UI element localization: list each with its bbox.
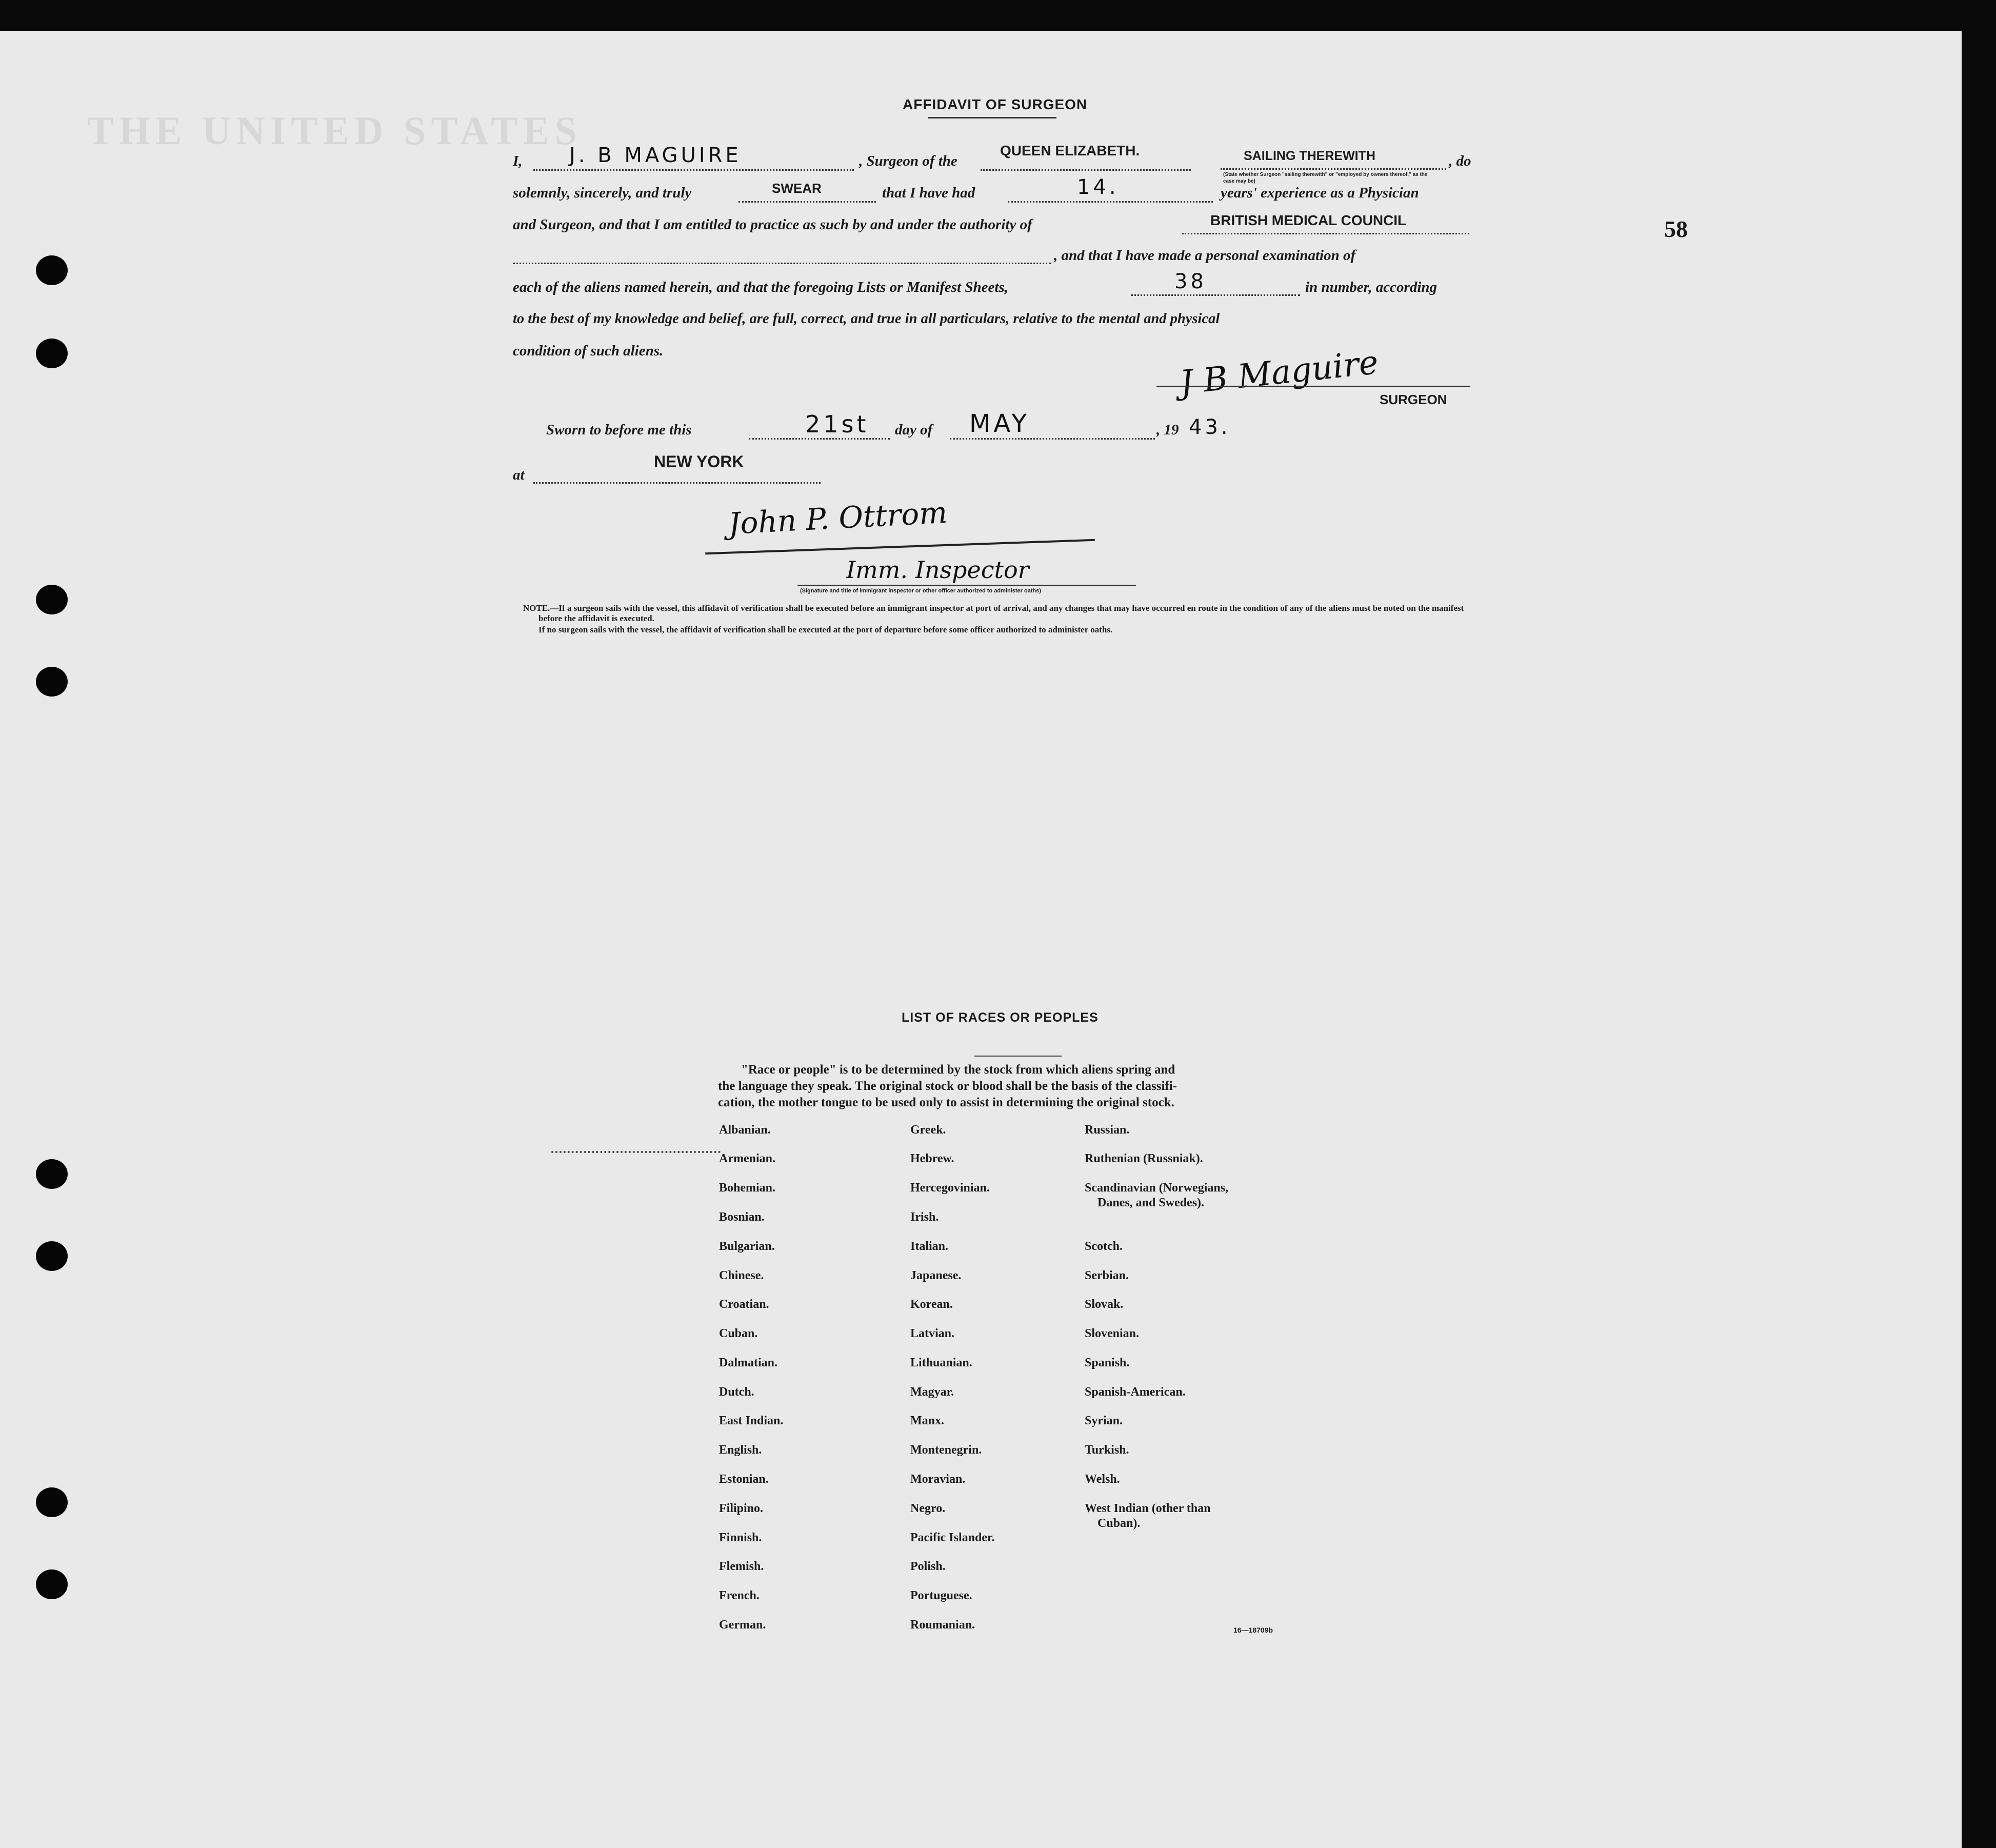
race-item: French. (719, 1589, 760, 1602)
race-item: Latvian. (910, 1327, 955, 1340)
race-item: Spanish. (1085, 1356, 1130, 1369)
punch-hole (36, 585, 68, 614)
race-item: English. (719, 1443, 762, 1457)
race-item: Bosnian. (719, 1210, 765, 1224)
race-item: Finnish. (719, 1531, 762, 1544)
race-item: Welsh. (1085, 1473, 1120, 1486)
punch-hole (36, 339, 68, 368)
fill-line (738, 201, 876, 203)
race-item: Albanian. (719, 1123, 771, 1137)
fill-line (1182, 233, 1469, 234)
affidavit-text: solemnly, sincerely, and truly (513, 185, 692, 201)
race-item: West Indian (other than (1085, 1502, 1211, 1515)
manifest-sheet-count: 38 (1174, 270, 1207, 293)
races-intro-line: "Race or people" is to be determined by the stock from which aliens spring and (741, 1063, 1175, 1077)
inspector-signature: John P. Ottrom (727, 494, 948, 542)
race-item: Syrian. (1085, 1414, 1123, 1427)
race-item: Slovak. (1085, 1298, 1124, 1311)
races-rule (974, 1056, 1062, 1057)
race-item: Flemish. (719, 1560, 764, 1573)
surgeon-label: SURGEON (1380, 392, 1447, 407)
races-title: LIST OF RACES OR PEOPLES (902, 1010, 1099, 1025)
fill-line (1008, 201, 1213, 203)
affidavit-text: to the best of my knowledge and belief, are full, correct, and true in all particulars, relative to the mental and physical (513, 311, 1220, 327)
race-item: Dalmatian. (719, 1356, 777, 1369)
document-page (0, 31, 1962, 1848)
race-item: Filipino. (719, 1502, 764, 1515)
race-item: Hebrew. (910, 1152, 954, 1165)
race-item: German. (719, 1618, 766, 1632)
race-item: Turkish. (1085, 1443, 1129, 1457)
race-item: East Indian. (719, 1414, 784, 1427)
punch-hole (36, 1569, 68, 1599)
race-item: Scotch. (1085, 1240, 1123, 1253)
years-experience: 14. (1077, 175, 1119, 199)
licensing-authority: BRITISH MEDICAL COUNCIL (1210, 212, 1407, 228)
punch-hole (36, 1241, 68, 1271)
affidavit-text: that I have had (882, 185, 975, 201)
affidavit-text: , 19 (1156, 422, 1179, 438)
form-code: 16—18709b (1233, 1626, 1273, 1634)
oath-word: SWEAR (772, 181, 822, 196)
surgeon-name: J. B MAGUIRE (569, 144, 742, 167)
sworn-place: NEW YORK (654, 452, 744, 471)
affidavit-text: I, (513, 153, 523, 169)
race-item: Roumanian. (910, 1618, 975, 1632)
race-item: Russian. (1085, 1123, 1130, 1137)
race-item: Armenian. (719, 1152, 775, 1165)
race-item: Dutch. (719, 1385, 754, 1399)
signature-caption: (Signature and title of immigrant inspector or other officer authorized to administer oaths) (800, 588, 1041, 594)
race-item: Ruthenian (Russniak). (1085, 1152, 1203, 1165)
race-item: Italian. (910, 1240, 949, 1253)
race-item: Korean. (910, 1298, 953, 1311)
fill-line (981, 169, 1191, 171)
page-number: 58 (1664, 216, 1688, 242)
note-surgeon: NOTE.—If a surgeon sails with the vessel, this affidavit of verification shall be executed before an immigrant inspector at port of arrival, and any changes that may have occurred en route in the condition of any of the aliens must be noted on the manifest before the affidavit is executed. (523, 603, 1464, 623)
race-item: Danes, and Swedes). (1097, 1196, 1205, 1209)
race-item: Negro. (910, 1502, 946, 1515)
bleed-through-text: THE UNITED STATES (87, 108, 582, 153)
race-item: Japanese. (910, 1269, 962, 1282)
race-item: Serbian. (1085, 1269, 1129, 1282)
race-item: Greek. (910, 1123, 946, 1137)
status-note: (State whether Surgeon "sailing therewith" or "employed by owners thereof," as the case may be) (1223, 172, 1428, 184)
affidavit-text: each of the aliens named herein, and that the foregoing Lists or Manifest Sheets, (513, 279, 1008, 295)
race-item: Irish. (910, 1210, 939, 1224)
fill-line (1131, 294, 1300, 296)
race-item: Bulgarian. (719, 1240, 775, 1253)
inspector-title: Imm. Inspector (846, 556, 1029, 584)
race-item: Lithuanian. (910, 1356, 972, 1369)
race-item: Slovenian. (1085, 1327, 1140, 1340)
race-item: Pacific Islander. (910, 1531, 995, 1544)
vessel-name: QUEEN ELIZABETH. (1000, 143, 1140, 158)
race-item: Croatian. (719, 1298, 769, 1311)
race-item: Moravian. (910, 1473, 966, 1486)
race-item: Magyar. (910, 1385, 954, 1399)
race-item: Montenegrin. (910, 1443, 982, 1457)
note-no-surgeon: If no surgeon sails with the vessel, the affidavit of verification shall be executed at the port of departure before some officer authorized to administer oaths. (538, 625, 1113, 634)
affidavit-text: day of (895, 422, 933, 438)
races-intro-line: cation, the mother tongue to be used only to assist in determining the original stock. (718, 1096, 1174, 1109)
affidavit-text: , and that I have made a personal examination of (1054, 247, 1356, 264)
affidavit-text: Sworn to before me this (546, 422, 692, 438)
stray-dots (551, 1151, 721, 1153)
affidavit-text: years' experience as a Physician (1221, 185, 1419, 201)
race-item: Manx. (910, 1414, 944, 1427)
affidavit-text: , Surgeon of the (859, 153, 957, 169)
race-item: Bohemian. (719, 1181, 776, 1195)
sworn-day: 21st (805, 410, 869, 438)
race-item: Spanish-American. (1085, 1385, 1186, 1399)
punch-hole (36, 1159, 68, 1189)
affidavit-text: in number, according (1305, 279, 1438, 295)
affidavit-text: at (513, 467, 525, 483)
fill-line (513, 263, 1051, 264)
race-item: Chinese. (719, 1269, 764, 1282)
race-item: Cuban). (1097, 1517, 1141, 1530)
sworn-year: 43. (1189, 415, 1231, 439)
punch-hole (36, 1487, 68, 1517)
punch-hole (36, 667, 68, 697)
punch-hole (36, 255, 68, 285)
affidavit-text: condition of such aliens. (513, 343, 664, 359)
fill-line (533, 169, 854, 171)
race-item: Hercegovinian. (910, 1181, 990, 1195)
race-item: Portuguese. (910, 1589, 972, 1602)
surgeon-signature: J B Maguire (1178, 343, 1380, 403)
surgeon-status: SAILING THEREWITH (1244, 149, 1375, 163)
fill-line (1221, 168, 1446, 170)
signature-line (797, 585, 1136, 586)
race-item: Cuban. (719, 1327, 758, 1340)
fill-line (950, 438, 1155, 440)
fill-line (749, 438, 890, 440)
title-underline (928, 117, 1056, 118)
affidavit-title: AFFIDAVIT OF SURGEON (903, 96, 1088, 112)
fill-line (533, 482, 821, 484)
signature-line (1156, 386, 1470, 387)
races-intro-line: the language they speak. The original stock or blood shall be the basis of the classifi- (718, 1079, 1177, 1093)
affidavit-text: and Surgeon, and that I am entitled to practice as such by and under the authority of (513, 216, 1032, 233)
race-item: Estonian. (719, 1473, 769, 1486)
sworn-month: MAY (969, 409, 1030, 438)
race-item: Scandinavian (Norwegians, (1085, 1181, 1229, 1195)
race-item: Polish. (910, 1560, 946, 1573)
inspector-signature-stroke (705, 539, 1095, 555)
affidavit-text: , do (1449, 153, 1471, 169)
